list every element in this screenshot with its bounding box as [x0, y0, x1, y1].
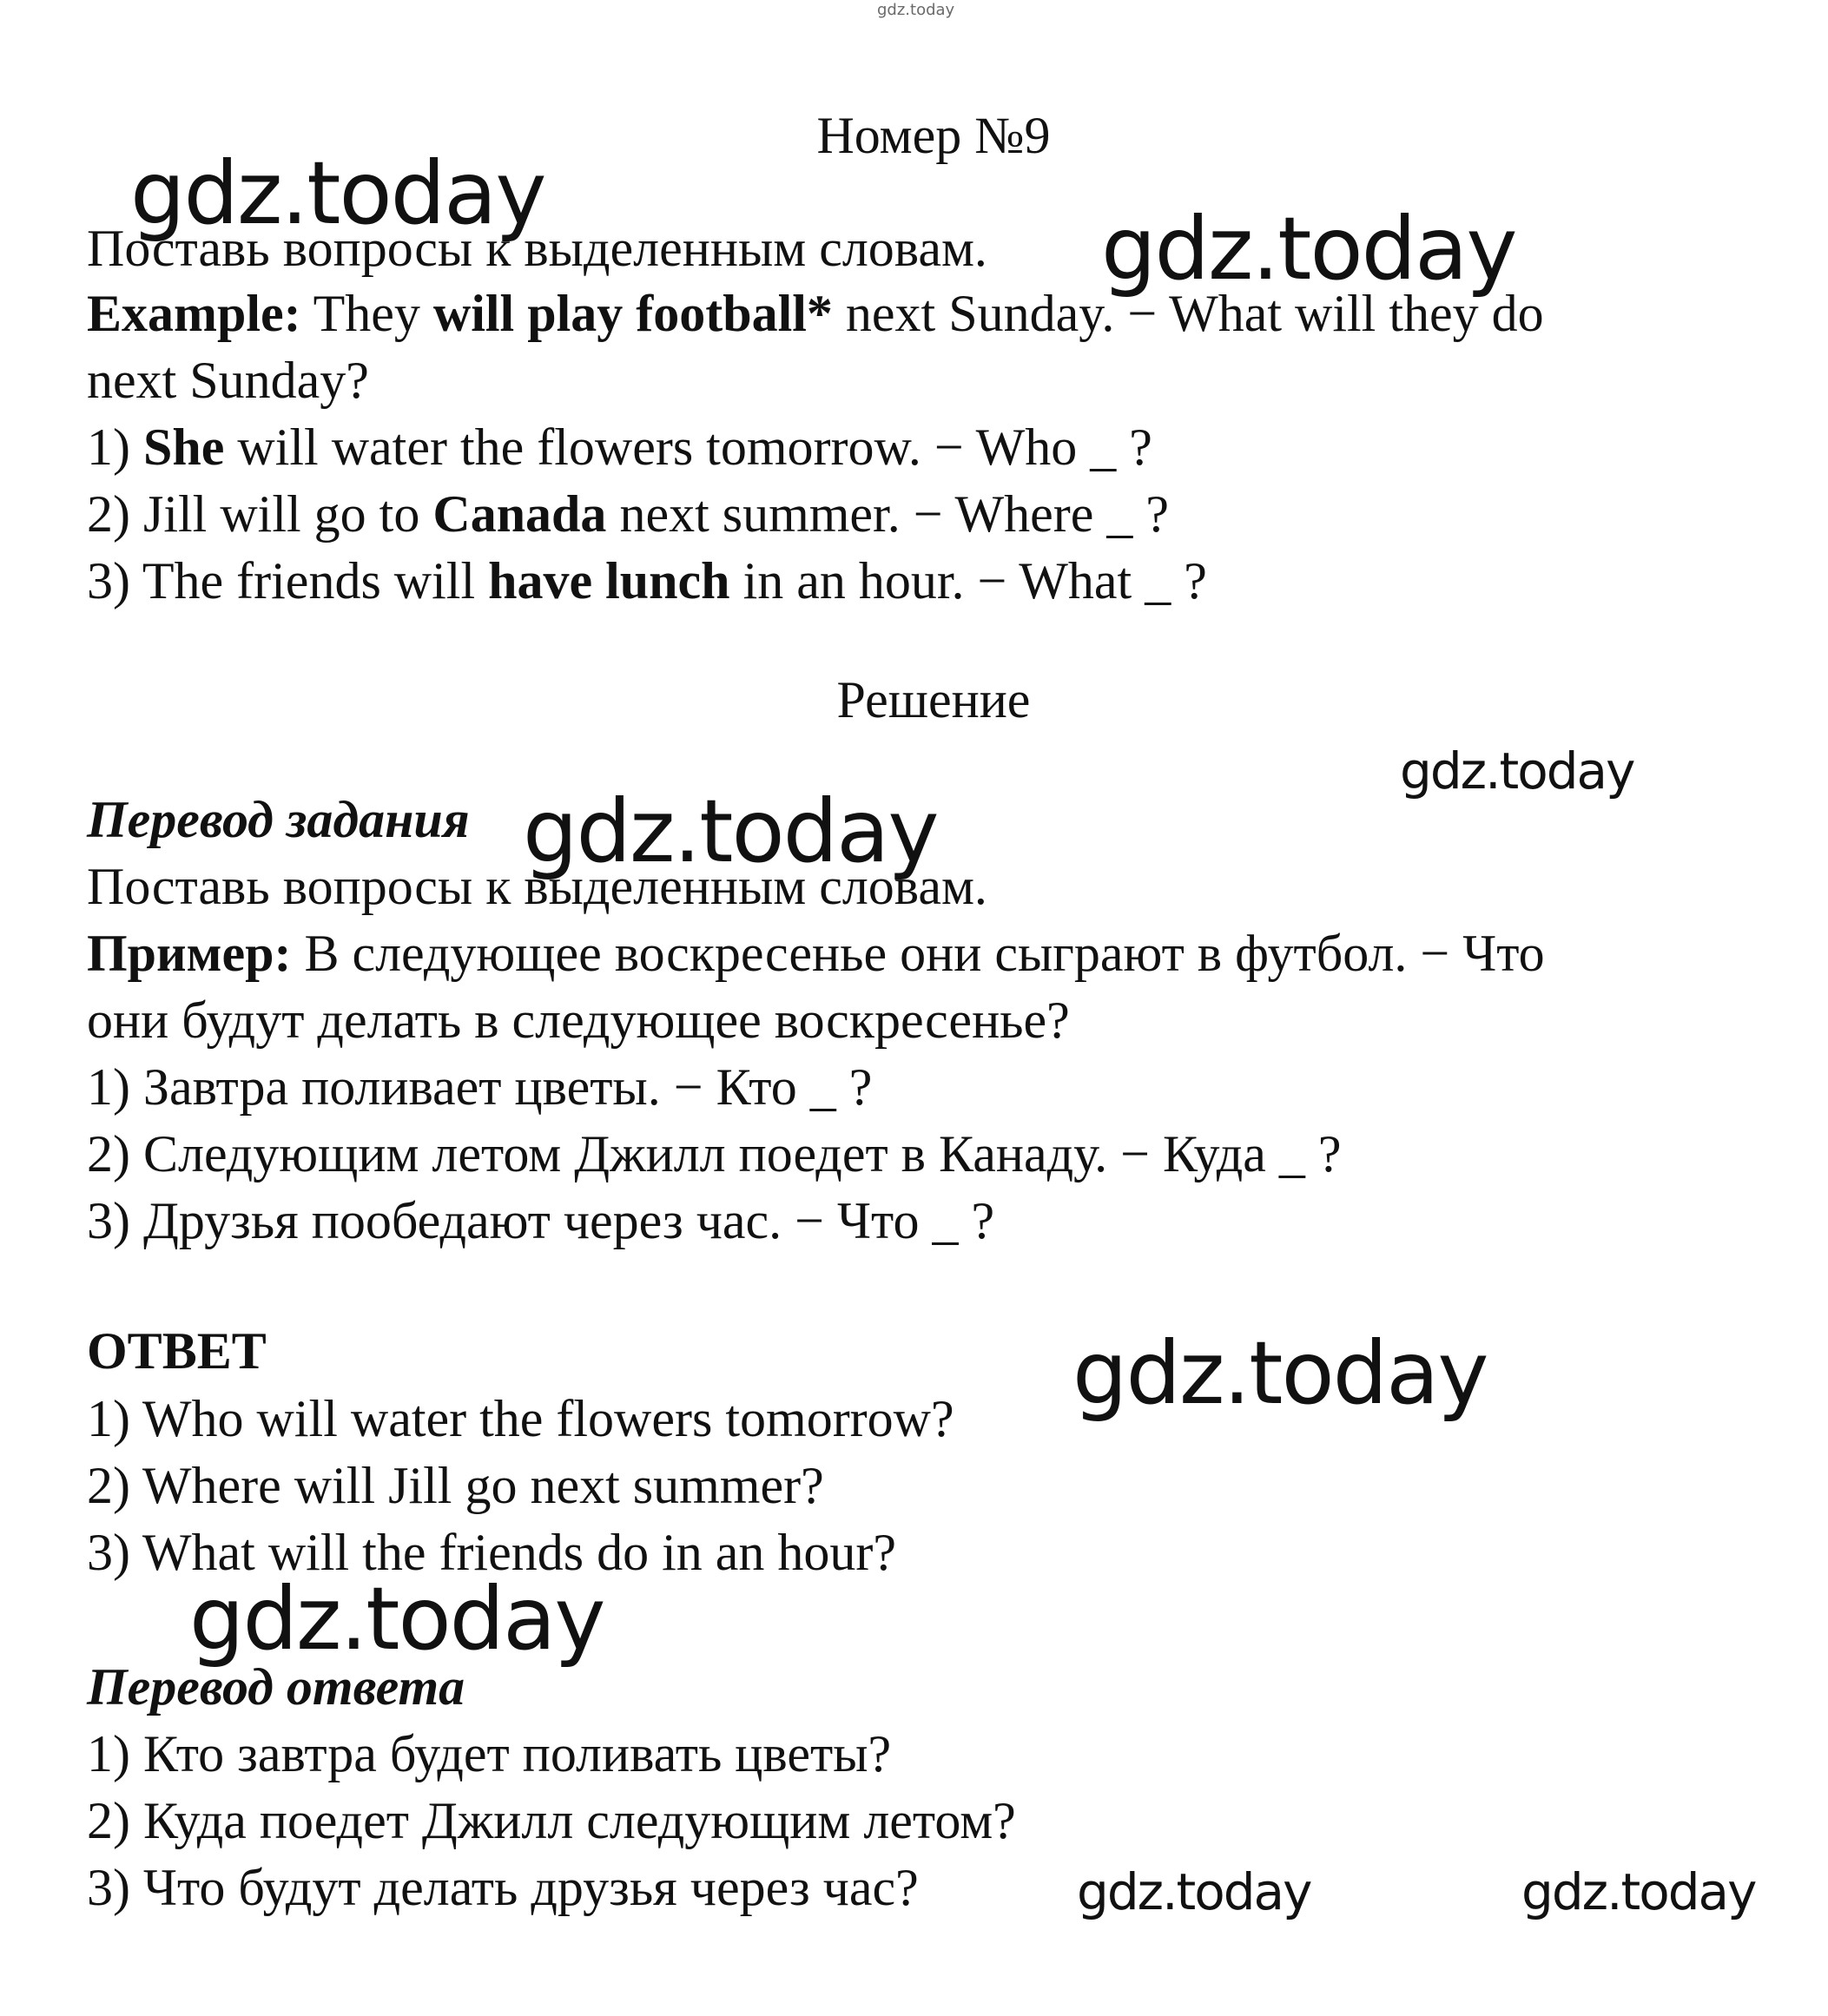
watermark: gdz.today [523, 781, 938, 882]
watermark: gdz.today [189, 1568, 604, 1670]
answer-translation-item-1: 1) Кто завтра будет поливать цветы? [87, 1725, 892, 1782]
translation-example [87, 922, 1545, 985]
watermark: gdz.today [1072, 1322, 1488, 1424]
translation-example-line-2: они будут делать в следующее воскресенье? [87, 992, 1070, 1049]
item-bold: She [142, 418, 225, 476]
item-bold: have lunch [488, 552, 730, 609]
solution-heading: Решение [836, 671, 1031, 728]
translation-example-label: Пример: [87, 925, 292, 982]
answer-item-3: 3) What will the friends do in an hour? [87, 1524, 896, 1581]
item-pre: 2) Jill will go to [87, 485, 433, 543]
item-rest: in an hour. − What _ ? [729, 552, 1207, 609]
task-example-line-2: next Sunday? [87, 352, 369, 409]
task-item-1 [87, 416, 1152, 478]
item-rest: next summer. − Where _ ? [606, 485, 1169, 543]
item-pre: 3) The friends will [87, 552, 489, 609]
header-watermark: gdz.today [877, 1, 955, 19]
translation-item-1: 1) Завтра поливает цветы. − Кто _ ? [87, 1058, 873, 1116]
answer-heading: ОТВЕТ [87, 1322, 267, 1380]
task-item-2 [87, 483, 1169, 545]
answer-item-2: 2) Where will Jill go next summer? [87, 1457, 824, 1514]
watermark: gdz.today [1101, 198, 1516, 300]
answer-translation-item-2: 2) Куда поедет Джилл следующим летом? [87, 1792, 1016, 1849]
example-text-2: next Sunday. − What will they do [832, 285, 1544, 342]
item-rest: will water the flowers tomorrow. − Who _ ? [224, 418, 1152, 476]
translation-heading: Перевод задания [87, 791, 470, 848]
watermark: gdz.today [1077, 1862, 1311, 1921]
translation-instruction: Поставь вопросы к выделенным словам. [87, 858, 987, 915]
answer-translation-item-3: 3) Что будут делать друзья через час? [87, 1859, 919, 1916]
answer-translation-heading: Перевод ответа [87, 1658, 465, 1716]
watermark: gdz.today [130, 142, 545, 244]
watermark: gdz.today [1521, 1862, 1756, 1921]
answer-item-1: 1) Who will water the flowers tomorrow? [87, 1390, 954, 1447]
translation-item-3: 3) Друзья пообедают через час. − Что _ ? [87, 1192, 995, 1249]
item-bold: Canada [432, 485, 607, 543]
translation-example-text: В следующее воскресенье они сыграют в футбол. − Что [291, 925, 1545, 982]
task-item-3 [87, 550, 1207, 612]
task-instruction: Поставь вопросы к выделенным словам. [87, 220, 987, 277]
translation-item-2: 2) Следующим летом Джилл поедет в Канаду. − Куда _ ? [87, 1125, 1342, 1183]
watermark: gdz.today [1400, 741, 1634, 800]
example-label: Example: [87, 285, 301, 342]
page-title: Номер №9 [816, 107, 1051, 164]
example-text-1: They [300, 285, 433, 342]
example-bold: will play football* [432, 285, 833, 342]
item-number: 1) [87, 418, 143, 476]
